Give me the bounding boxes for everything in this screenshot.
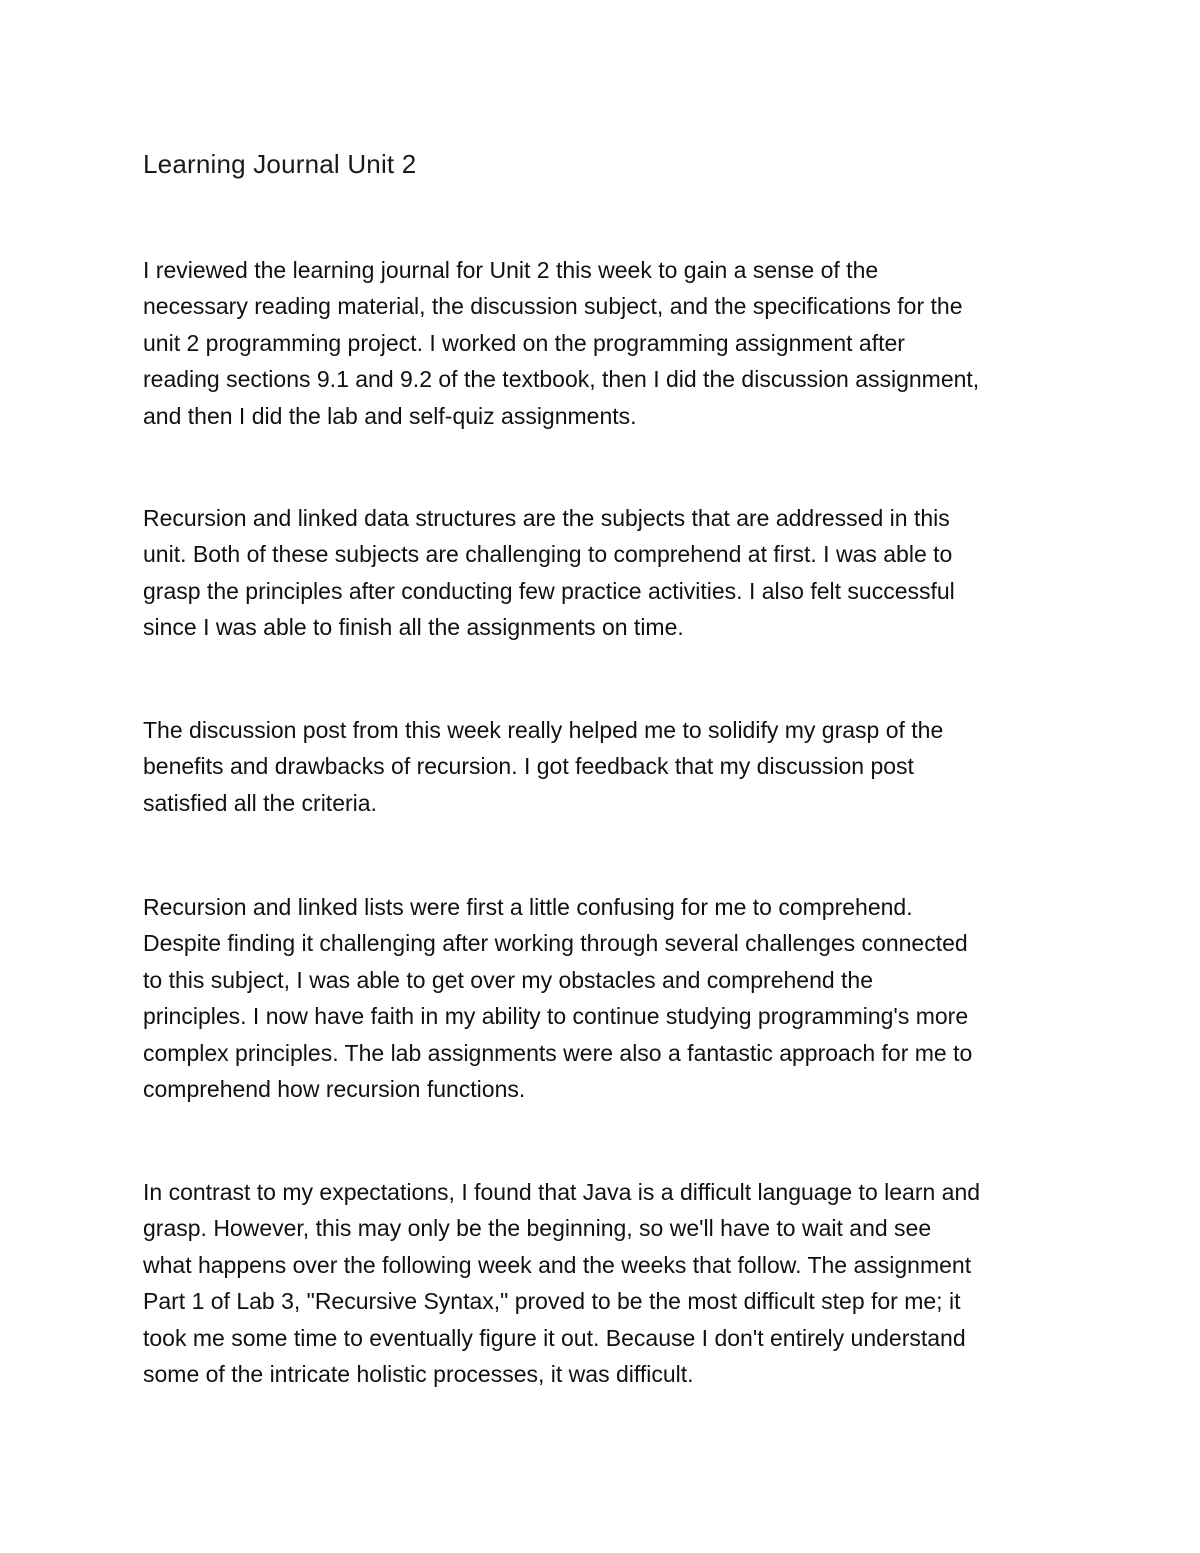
paragraph-line: some of the intricate holistic processes, it was difficult. — [143, 1361, 694, 1388]
paragraph-line: to this subject, I was able to get over my obstacles and comprehend the — [143, 966, 874, 993]
paragraph — [143, 889, 1083, 1107]
paragraph-line: Part 1 of Lab 3, "Recursive Syntax," proved to be the most difficult step for me; it — [143, 1288, 961, 1315]
paragraph-line: took me some time to eventually figure it out. Because I don't entirely understand — [143, 1324, 966, 1351]
paragraph-line: unit 2 programming project. I worked on the programming assignment after — [143, 329, 905, 356]
paragraph — [143, 500, 1083, 646]
paragraph-line: principles. I now have faith in my ability to continue studying programming's more — [143, 1003, 969, 1030]
paragraph-line: grasp. However, this may only be the beginning, so we'll have to wait and see — [143, 1215, 932, 1242]
paragraph-line: Recursion and linked lists were first a little confusing for me to comprehend. — [143, 894, 913, 920]
paragraph-line: I reviewed the learning journal for Unit 2 this week to gain a sense of the — [143, 257, 879, 283]
paragraph-line: necessary reading material, the discussion subject, and the specifications for the — [143, 293, 963, 320]
paragraph — [143, 712, 1083, 821]
document-title: Learning Journal Unit 2 — [143, 149, 417, 179]
paragraph-line: what happens over the following week and the weeks that follow. The assignment — [143, 1251, 972, 1278]
paragraph — [143, 252, 1083, 434]
paragraph-line: grasp the principles after conducting few practice activities. I also felt successful — [143, 577, 955, 604]
paragraph-line: satisfied all the criteria. — [143, 789, 377, 816]
paragraph-line: The discussion post from this week really helped me to solidify my grasp of the — [143, 717, 944, 743]
paragraph — [143, 1174, 1083, 1392]
paragraph-line: since I was able to finish all the assignments on time. — [143, 614, 684, 641]
paragraph-line: complex principles. The lab assignments were also a fantastic approach for me to — [143, 1039, 973, 1066]
paragraph-line: Despite finding it challenging after working through several challenges connected — [143, 930, 968, 957]
paragraph-line: and then I did the lab and self-quiz assignments. — [143, 402, 637, 429]
paragraph-line: Recursion and linked data structures are the subjects that are addressed in this — [143, 505, 950, 531]
paragraph-line: reading sections 9.1 and 9.2 of the textbook, then I did the discussion assignment, — [143, 366, 980, 393]
paragraph-line: In contrast to my expectations, I found that Java is a difficult language to learn and — [143, 1179, 981, 1205]
paragraph-line: comprehend how recursion functions. — [143, 1076, 526, 1103]
paragraph-line: benefits and drawbacks of recursion. I got feedback that my discussion post — [143, 753, 914, 780]
paragraph-line: unit. Both of these subjects are challenging to comprehend at first. I was able to — [143, 541, 953, 568]
